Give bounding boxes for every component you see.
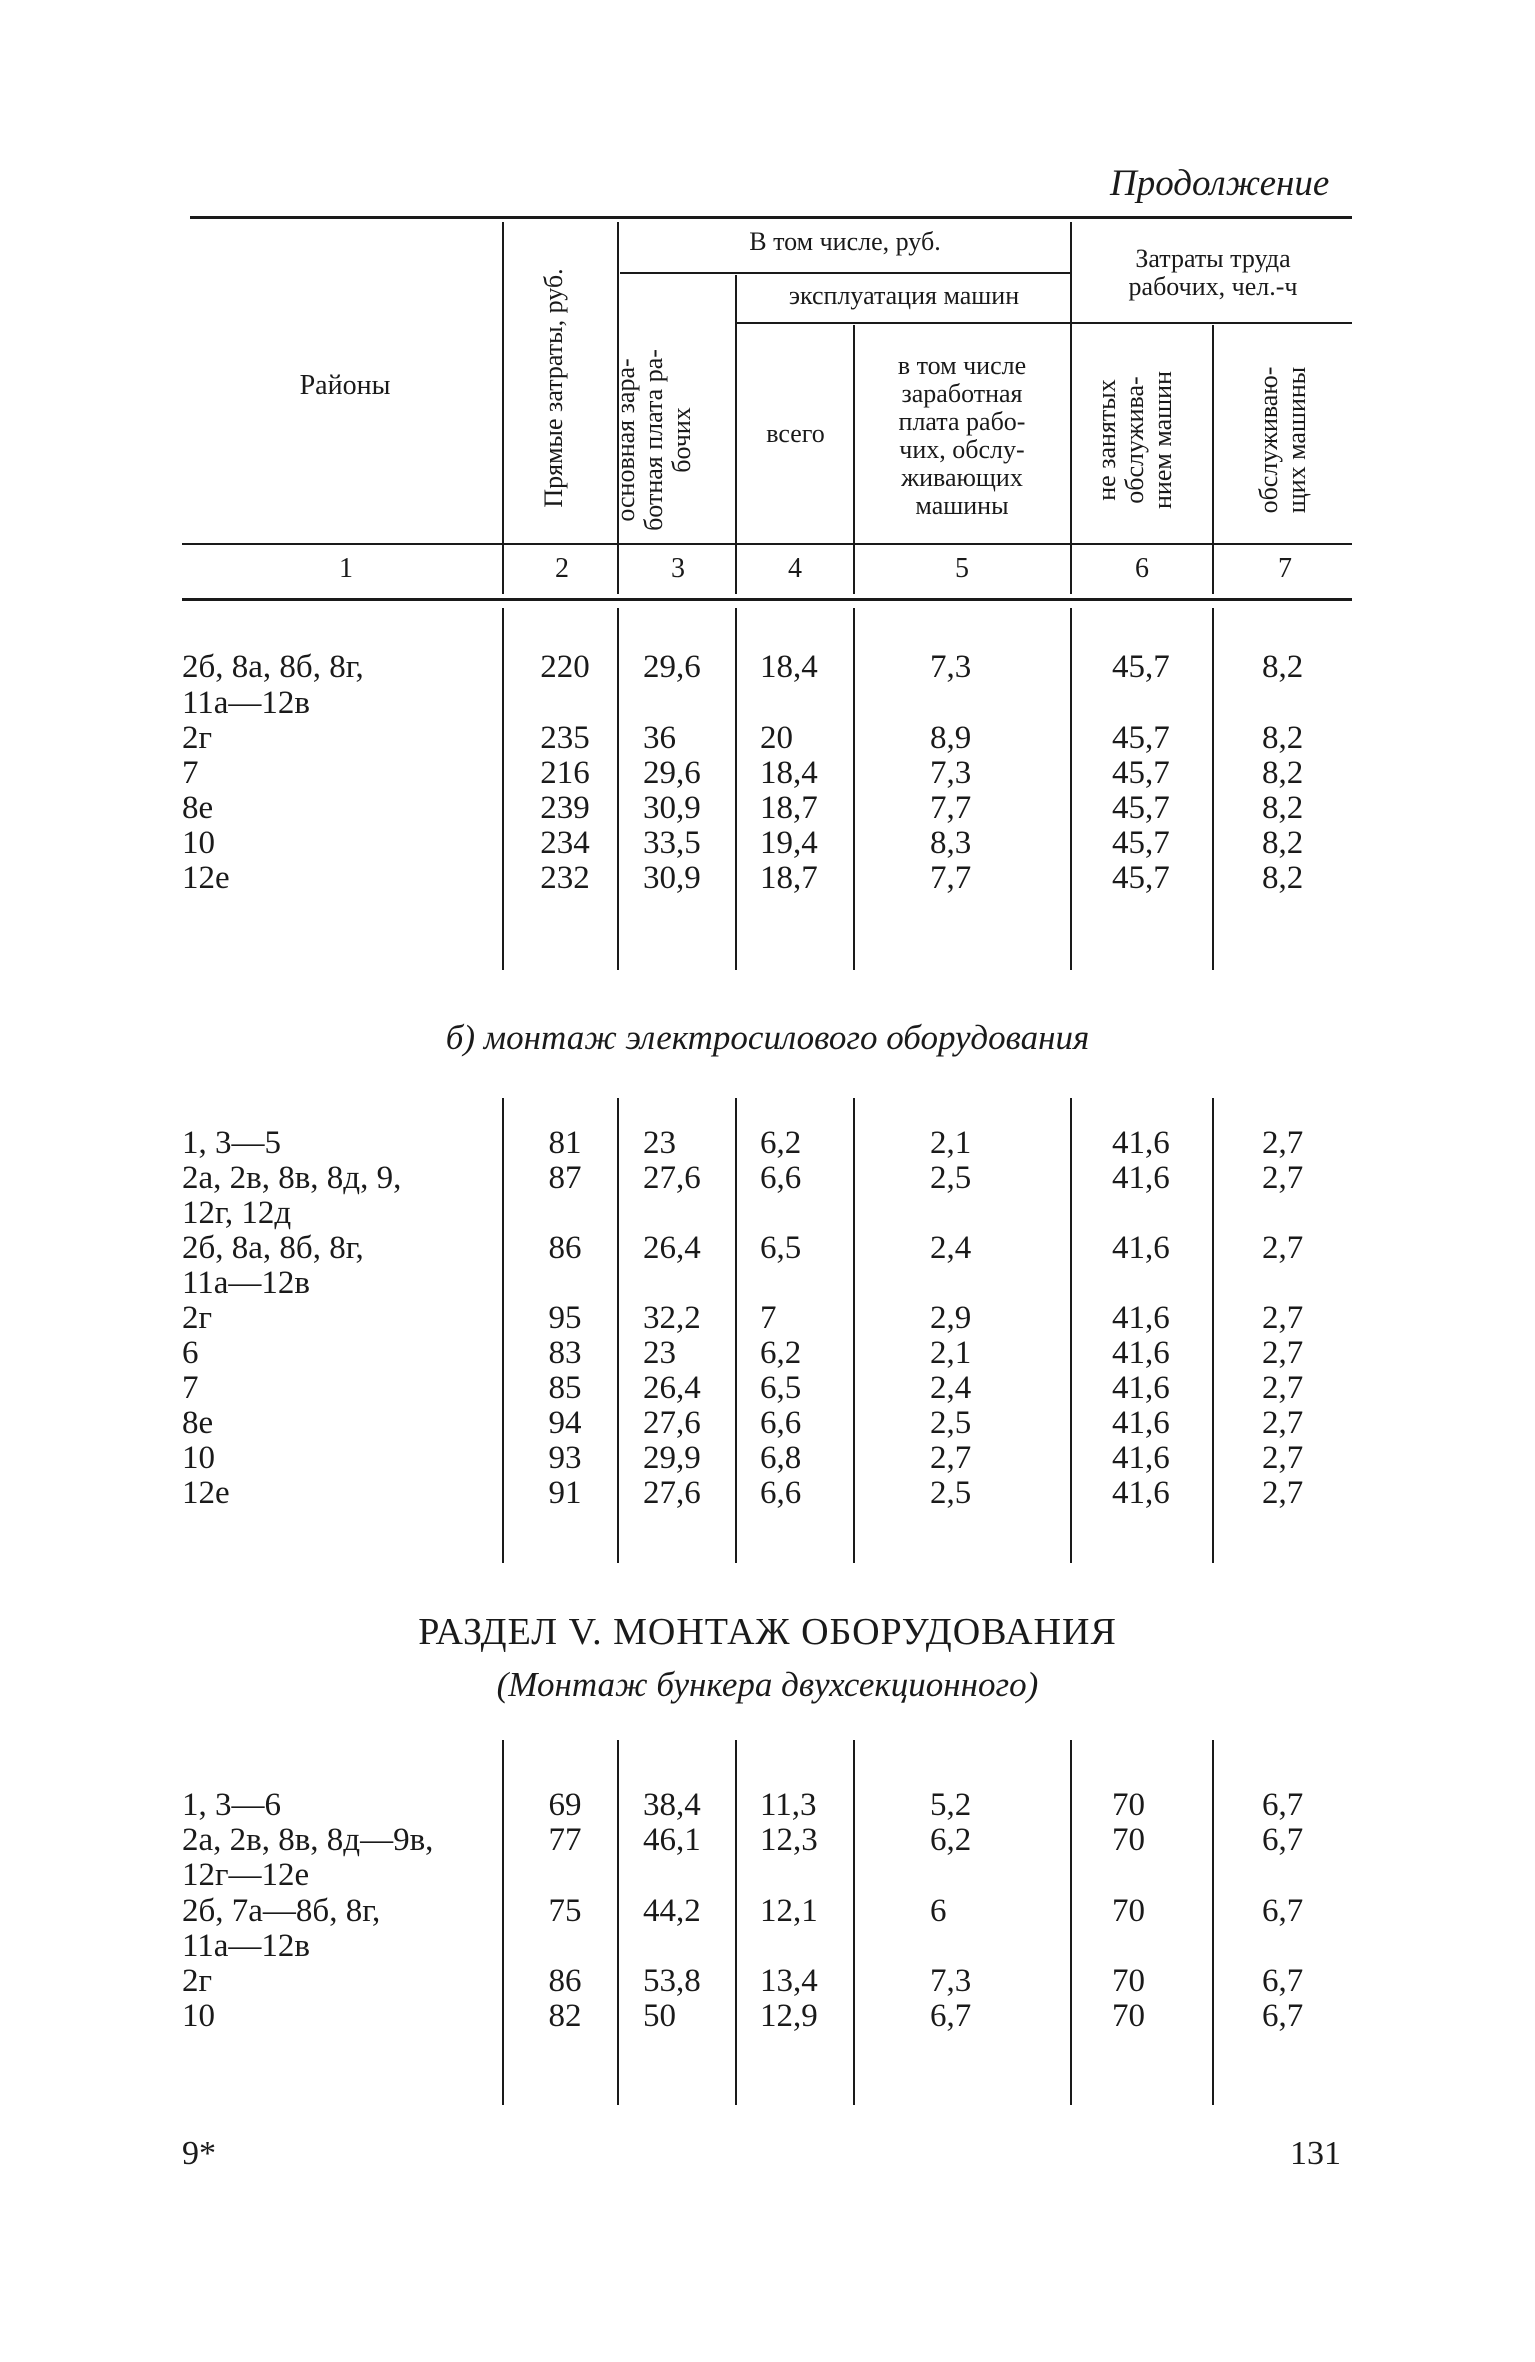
- machine-wage-cell: 7,3: [930, 755, 972, 791]
- region-cell: 2б, 7а—8б, 8г,: [182, 1893, 381, 1929]
- labor-not-machine-cell: 70: [1112, 1822, 1145, 1858]
- header-base-wage: основная зара- ботная плата ра- бочих: [611, 349, 696, 531]
- direct-costs-cell: 239: [540, 790, 590, 826]
- labor-not-machine-cell: 70: [1112, 1998, 1145, 2034]
- region-cell: 12е: [182, 860, 230, 896]
- direct-costs-cell: 77: [548, 1822, 582, 1858]
- labor-machine-cell: 2,7: [1262, 1230, 1304, 1266]
- base-wage-cell: 23: [643, 1125, 676, 1161]
- machine-wage-cell: 2,5: [930, 1475, 972, 1511]
- table-row: [0, 1336, 1535, 1371]
- table-row: [0, 756, 1535, 791]
- table-row: [0, 1894, 1535, 1929]
- table-row: [0, 1999, 1535, 2034]
- labor-not-machine-cell: 45,7: [1112, 790, 1170, 826]
- base-wage-cell: 32,2: [643, 1300, 701, 1336]
- region-cell: 2г: [182, 1300, 213, 1336]
- header-machine-service: обслуживаю- щих машины: [1254, 366, 1311, 514]
- region-cell: 7: [182, 1370, 199, 1406]
- direct-costs-cell: 216: [540, 755, 590, 791]
- labor-not-machine-cell: 45,7: [1112, 649, 1170, 685]
- machines-total-cell: 6,6: [760, 1475, 802, 1511]
- table-row: [0, 1788, 1535, 1823]
- region-cell: 2г: [182, 720, 213, 756]
- machine-wage-cell: 2,4: [930, 1370, 972, 1406]
- labor-not-machine-cell: 41,6: [1112, 1335, 1170, 1371]
- table-row: [0, 686, 1535, 721]
- table-row: [0, 1929, 1535, 1964]
- table-row: [0, 1823, 1535, 1858]
- table-row: [0, 1406, 1535, 1441]
- region-cell: 2б, 8а, 8б, 8г,: [182, 649, 364, 685]
- header-total: всего: [766, 419, 825, 448]
- labor-not-machine-cell: 70: [1112, 1963, 1145, 1999]
- labor-machine-cell: 6,7: [1262, 1998, 1304, 2034]
- header-including: В том числе, руб.: [749, 227, 941, 256]
- table-row: [0, 1266, 1535, 1301]
- machines-total-cell: 13,4: [760, 1963, 818, 1999]
- machine-wage-cell: 2,7: [930, 1440, 972, 1476]
- header-vline-1: [502, 222, 504, 594]
- labor-machine-cell: 2,7: [1262, 1370, 1304, 1406]
- labor-machine-cell: 8,2: [1262, 755, 1304, 791]
- footer-signature-mark: 9*: [182, 2135, 216, 2172]
- table-row: [0, 1231, 1535, 1266]
- colnum-2: 2: [555, 553, 569, 584]
- machine-wage-cell: 7,3: [930, 1963, 972, 1999]
- labor-not-machine-cell: 41,6: [1112, 1405, 1170, 1441]
- base-wage-cell: 46,1: [643, 1822, 701, 1858]
- direct-costs-cell: 81: [548, 1125, 582, 1161]
- header-vline-5: [1070, 222, 1072, 594]
- region-cell: 12г—12е: [182, 1857, 310, 1893]
- colnum-bottom-rule: [182, 598, 1352, 601]
- labor-machine-cell: 6,7: [1262, 1893, 1304, 1929]
- region-cell: 10: [182, 1998, 215, 2034]
- continued-label: Продолжение: [1110, 163, 1330, 204]
- header-subrule-including: [620, 272, 1070, 274]
- region-cell: 8е: [182, 790, 214, 826]
- machines-total-cell: 18,7: [760, 860, 818, 896]
- region-cell: 2г: [182, 1963, 213, 1999]
- machine-wage-cell: 2,1: [930, 1335, 972, 1371]
- region-cell: 11а—12в: [182, 1928, 311, 1964]
- colnum-3: 3: [671, 553, 685, 584]
- base-wage-cell: 23: [643, 1335, 676, 1371]
- labor-machine-cell: 8,2: [1262, 790, 1304, 826]
- machines-total-cell: 6,2: [760, 1335, 802, 1371]
- header-labor: Затраты труда рабочих, чел.-ч: [1128, 244, 1298, 301]
- machines-total-cell: 6,8: [760, 1440, 802, 1476]
- table-row: [0, 650, 1535, 685]
- direct-costs-cell: 95: [548, 1300, 582, 1336]
- machines-total-cell: 12,9: [760, 1998, 818, 2034]
- machines-total-cell: 19,4: [760, 825, 818, 861]
- header-subrule-machines: [735, 322, 1070, 324]
- section-v-title: РАЗДЕЛ V. МОНТАЖ ОБОРУДОВАНИЯ: [418, 1611, 1117, 1653]
- machine-wage-cell: 2,4: [930, 1230, 972, 1266]
- machine-wage-cell: 2,5: [930, 1405, 972, 1441]
- header-subrule-labor: [1072, 322, 1352, 324]
- labor-not-machine-cell: 41,6: [1112, 1475, 1170, 1511]
- header-vline-6: [1212, 325, 1214, 594]
- base-wage-cell: 44,2: [643, 1893, 701, 1929]
- machines-total-cell: 18,4: [760, 649, 818, 685]
- labor-not-machine-cell: 45,7: [1112, 825, 1170, 861]
- table-row: [0, 826, 1535, 861]
- region-cell: 2а, 2в, 8в, 8д, 9,: [182, 1160, 402, 1196]
- machines-total-cell: 20: [760, 720, 793, 756]
- base-wage-cell: 27,6: [643, 1405, 701, 1441]
- base-wage-cell: 30,9: [643, 790, 701, 826]
- machines-total-cell: 12,3: [760, 1822, 818, 1858]
- labor-not-machine-cell: 41,6: [1112, 1370, 1170, 1406]
- labor-machine-cell: 8,2: [1262, 860, 1304, 896]
- table-row: [0, 861, 1535, 896]
- base-wage-cell: 29,9: [643, 1440, 701, 1476]
- section-v-subtitle: (Монтаж бункера двухсекционного): [496, 1665, 1039, 1704]
- region-cell: 11а—12в: [182, 685, 311, 721]
- labor-machine-cell: 2,7: [1262, 1475, 1304, 1511]
- labor-not-machine-cell: 41,6: [1112, 1440, 1170, 1476]
- direct-costs-cell: 75: [548, 1893, 582, 1929]
- direct-costs-cell: 235: [540, 720, 590, 756]
- machine-wage-cell: 8,3: [930, 825, 972, 861]
- header-vline-4: [853, 325, 855, 594]
- machine-wage-cell: 6,7: [930, 1998, 972, 2034]
- labor-not-machine-cell: 70: [1112, 1893, 1145, 1929]
- machine-wage-cell: 8,9: [930, 720, 972, 756]
- base-wage-cell: 26,4: [643, 1230, 701, 1266]
- colnum-7: 7: [1278, 553, 1292, 584]
- labor-not-machine-cell: 45,7: [1112, 720, 1170, 756]
- labor-not-machine-cell: 45,7: [1112, 860, 1170, 896]
- region-cell: 1, 3—6: [182, 1787, 281, 1823]
- table-row: [0, 1476, 1535, 1511]
- table-row: [0, 721, 1535, 756]
- region-cell: 11а—12в: [182, 1265, 311, 1301]
- machine-wage-cell: 5,2: [930, 1787, 972, 1823]
- machines-total-cell: 7: [760, 1300, 777, 1336]
- machines-total-cell: 11,3: [760, 1787, 817, 1823]
- labor-machine-cell: 8,2: [1262, 720, 1304, 756]
- direct-costs-cell: 86: [548, 1230, 582, 1266]
- table-row: [0, 1858, 1535, 1893]
- region-cell: 10: [182, 825, 215, 861]
- table-row: [0, 1196, 1535, 1231]
- labor-not-machine-cell: 41,6: [1112, 1300, 1170, 1336]
- direct-costs-cell: 82: [548, 1998, 582, 2034]
- direct-costs-cell: 85: [548, 1370, 582, 1406]
- labor-machine-cell: 6,7: [1262, 1822, 1304, 1858]
- section-b-title: б) монтаж электросилового оборудования: [445, 1018, 1090, 1057]
- machines-total-cell: 18,4: [760, 755, 818, 791]
- labor-not-machine-cell: 41,6: [1112, 1125, 1170, 1161]
- base-wage-cell: 30,9: [643, 860, 701, 896]
- labor-machine-cell: 8,2: [1262, 649, 1304, 685]
- colnum-6: 6: [1135, 553, 1149, 584]
- table-row: [0, 1964, 1535, 1999]
- base-wage-cell: 38,4: [643, 1787, 701, 1823]
- machines-total-cell: 6,5: [760, 1370, 802, 1406]
- colnum-1: 1: [339, 553, 353, 584]
- header-machine-wage: в том числе заработная плата рабо- чих, обслу- живающих машины: [897, 351, 1027, 520]
- direct-costs-cell: 83: [548, 1335, 582, 1371]
- machine-wage-cell: 2,9: [930, 1300, 972, 1336]
- header-vline-3: [735, 275, 737, 594]
- machines-total-cell: 6,6: [760, 1160, 802, 1196]
- base-wage-cell: 29,6: [643, 755, 701, 791]
- page-number: 131: [1290, 2135, 1341, 2172]
- machines-total-cell: 18,7: [760, 790, 818, 826]
- machine-wage-cell: 7,7: [930, 860, 972, 896]
- machine-wage-cell: 7,3: [930, 649, 972, 685]
- region-cell: 12г, 12д: [182, 1195, 292, 1231]
- table-row: [0, 1126, 1535, 1161]
- labor-not-machine-cell: 41,6: [1112, 1160, 1170, 1196]
- labor-machine-cell: 2,7: [1262, 1160, 1304, 1196]
- region-cell: 10: [182, 1440, 215, 1476]
- table-row: [0, 791, 1535, 826]
- header-machines: эксплуатация машин: [788, 281, 1020, 310]
- labor-not-machine-cell: 45,7: [1112, 755, 1170, 791]
- machines-total-cell: 6,2: [760, 1125, 802, 1161]
- labor-machine-cell: 2,7: [1262, 1300, 1304, 1336]
- region-cell: 12е: [182, 1475, 230, 1511]
- machines-total-cell: 6,5: [760, 1230, 802, 1266]
- labor-machine-cell: 2,7: [1262, 1335, 1304, 1371]
- machines-total-cell: 12,1: [760, 1893, 818, 1929]
- labor-not-machine-cell: 41,6: [1112, 1230, 1170, 1266]
- region-cell: 7: [182, 755, 199, 791]
- base-wage-cell: 36: [643, 720, 676, 756]
- direct-costs-cell: 86: [548, 1963, 582, 1999]
- region-cell: 8е: [182, 1405, 214, 1441]
- table-top-rule: [190, 216, 1352, 219]
- direct-costs-cell: 234: [540, 825, 590, 861]
- header-regions: Районы: [299, 370, 391, 401]
- direct-costs-cell: 94: [548, 1405, 582, 1441]
- region-cell: 2а, 2в, 8в, 8д—9в,: [182, 1822, 434, 1858]
- labor-machine-cell: 8,2: [1262, 825, 1304, 861]
- direct-costs-cell: 87: [548, 1160, 582, 1196]
- labor-machine-cell: 6,7: [1262, 1963, 1304, 1999]
- machines-total-cell: 6,6: [760, 1405, 802, 1441]
- base-wage-cell: 29,6: [643, 649, 701, 685]
- colnum-4: 4: [788, 553, 802, 584]
- region-cell: 6: [182, 1335, 199, 1371]
- labor-machine-cell: 6,7: [1262, 1787, 1304, 1823]
- base-wage-cell: 53,8: [643, 1963, 701, 1999]
- table-row: [0, 1371, 1535, 1406]
- table-row: [0, 1301, 1535, 1336]
- machine-wage-cell: 6: [930, 1893, 947, 1929]
- direct-costs-cell: 91: [548, 1475, 582, 1511]
- labor-not-machine-cell: 70: [1112, 1787, 1145, 1823]
- labor-machine-cell: 2,7: [1262, 1405, 1304, 1441]
- table-row: [0, 1441, 1535, 1476]
- direct-costs-cell: 93: [548, 1440, 582, 1476]
- base-wage-cell: 27,6: [643, 1160, 701, 1196]
- machine-wage-cell: 2,5: [930, 1160, 972, 1196]
- base-wage-cell: 27,6: [643, 1475, 701, 1511]
- header-bottom-rule: [182, 543, 1352, 545]
- direct-costs-cell: 69: [548, 1787, 582, 1823]
- header-not-machine: не занятых обслужива- нием машин: [1092, 371, 1177, 509]
- base-wage-cell: 26,4: [643, 1370, 701, 1406]
- machine-wage-cell: 7,7: [930, 790, 972, 826]
- direct-costs-cell: 220: [540, 649, 590, 685]
- labor-machine-cell: 2,7: [1262, 1440, 1304, 1476]
- table-row: [0, 1161, 1535, 1196]
- base-wage-cell: 33,5: [643, 825, 701, 861]
- header-direct-costs: Прямые затраты, руб.: [539, 268, 568, 508]
- base-wage-cell: 50: [643, 1998, 676, 2034]
- direct-costs-cell: 232: [540, 860, 590, 896]
- machine-wage-cell: 6,2: [930, 1822, 972, 1858]
- region-cell: 1, 3—5: [182, 1125, 281, 1161]
- colnum-5: 5: [955, 553, 969, 584]
- labor-machine-cell: 2,7: [1262, 1125, 1304, 1161]
- machine-wage-cell: 2,1: [930, 1125, 972, 1161]
- region-cell: 2б, 8а, 8б, 8г,: [182, 1230, 364, 1266]
